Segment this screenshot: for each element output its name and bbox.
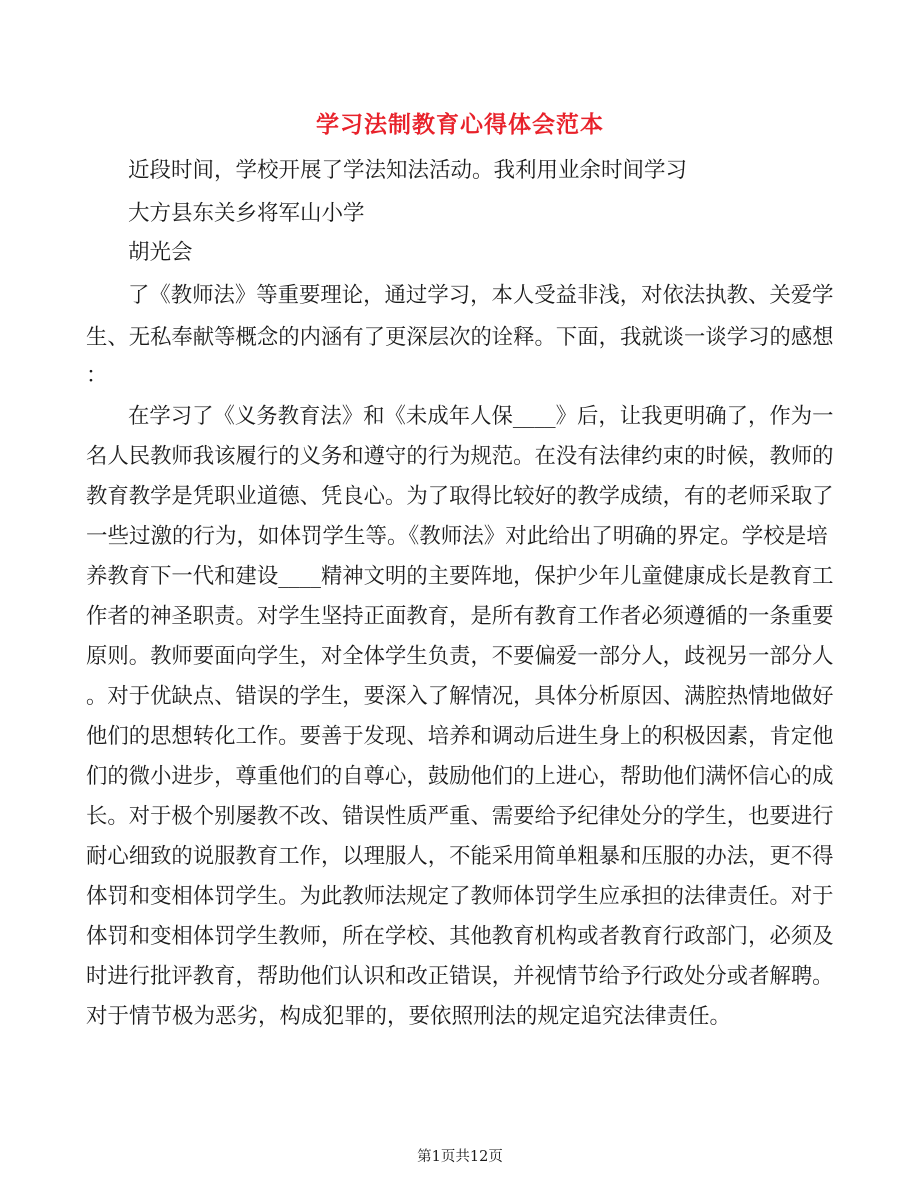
- text-line: 大方县东关乡将军山小学: [128, 201, 365, 226]
- text-line: 教育教学是凭职业道德、凭良心。为了取得比较好的教学成绩，有的老师采取了: [86, 484, 834, 509]
- text-line: 们的微小进步，尊重他们的自尊心，鼓励他们的上进心，帮助他们满怀信心的成: [86, 764, 834, 789]
- text-line: 。对于优缺点、错误的学生，要深入了解情况，具体分析原因、满腔热情地做好: [86, 684, 834, 709]
- text-line: ：: [86, 363, 108, 388]
- text-line: 胡光会: [128, 240, 193, 265]
- text-line: 他们的思想转化工作。要善于发现、培养和调动后进生身上的积极因素，肯定他: [86, 724, 834, 749]
- text-line: 对于情节极为恶劣，构成犯罪的，要依照刑法的规定追究法律责任。: [86, 1004, 732, 1029]
- document-title: 学习法制教育心得体会范本: [316, 111, 604, 138]
- text-line: 养教育下一代和建设____精神文明的主要阵地，保护少年儿童健康成长是教育工: [86, 564, 834, 589]
- text-line: 作者的神圣职责。对学生坚持正面教育，是所有教育工作者必须遵循的一条重要: [86, 604, 834, 629]
- page-number: 第1页共12页: [417, 1149, 503, 1165]
- text-line: 在学习了《义务教育法》和《未成年人保____》后，让我更明确了，作为一: [128, 404, 834, 429]
- text-line: 一些过激的行为，如体罚学生等。《教师法》对此给出了明确的界定。学校是培: [86, 524, 828, 549]
- text-line: 近段时间，学校开展了学法知法活动。我利用业余时间学习: [128, 158, 688, 183]
- text-line: 体罚和变相体罚学生教师，所在学校、其他教育机构或者教育行政部门，必须及: [86, 924, 834, 949]
- text-line: 时进行批评教育，帮助他们认识和改正错误，并视情节给予行政处分或者解聘。: [86, 964, 834, 989]
- text-line: 生、无私奉献等概念的内涵有了更深层次的诠释。下面，我就谈一谈学习的感想: [86, 325, 834, 350]
- text-line: 长。对于极个别屡教不改、错误性质严重、需要给予纪律处分的学生，也要进行: [86, 804, 834, 829]
- text-line: 了《教师法》等重要理论，通过学习，本人受益非浅，对依法执教、关爱学: [128, 283, 834, 308]
- text-line: 原则。教师要面向学生，对全体学生负责，不要偏爱一部分人，歧视另一部分人: [86, 644, 834, 669]
- text-line: 耐心细致的说服教育工作，以理服人，不能采用简单粗暴和压服的办法，更不得: [86, 844, 834, 869]
- text-line: 体罚和变相体罚学生。为此教师法规定了教师体罚学生应承担的法律责任。对于: [86, 884, 834, 909]
- text-line: 名人民教师我该履行的义务和遵守的行为规范。在没有法律约束的时候，教师的: [86, 444, 834, 469]
